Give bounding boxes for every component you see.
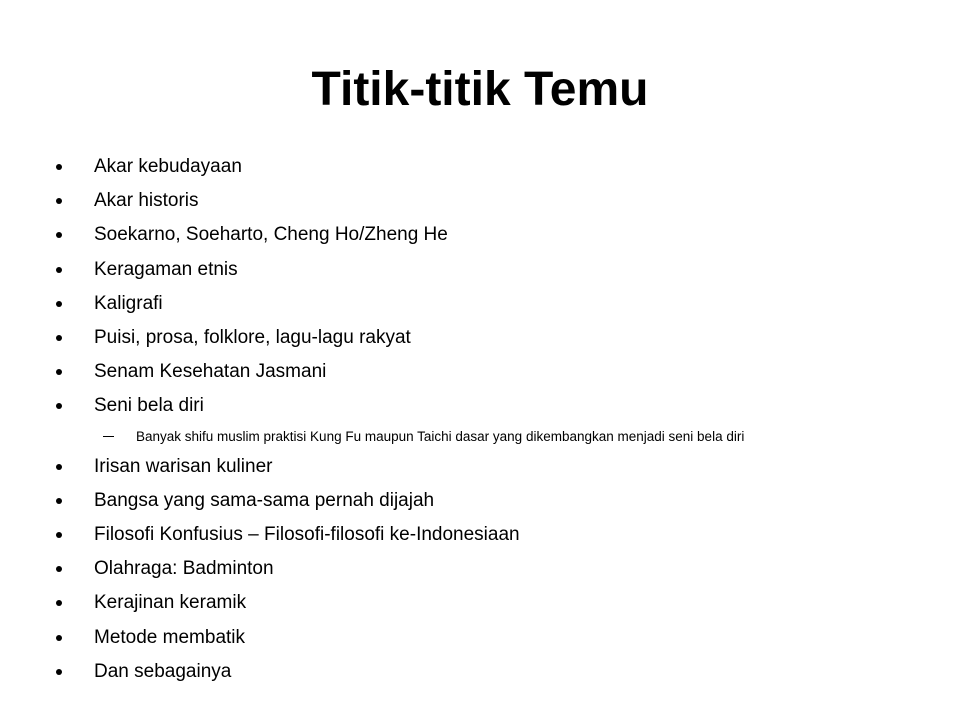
bullet-item (56, 150, 936, 184)
bullet-dot-icon (56, 600, 62, 606)
bullet-text: Bangsa yang sama-sama pernah dijajah (94, 489, 435, 511)
bullet-dot-icon (56, 566, 62, 572)
bullet-item (56, 355, 936, 389)
bullet-item (56, 586, 936, 620)
slide-title: Titik-titik Temu (311, 63, 649, 116)
bullet-text: Kaligrafi (94, 292, 163, 314)
bullet-text: Akar historis (94, 190, 199, 212)
bullet-dot-icon (56, 335, 62, 341)
bullet-item (56, 484, 936, 518)
bullet-dot-icon (56, 198, 62, 204)
bullet-dot-icon (56, 669, 62, 675)
bullet-text: Keragaman etnis (94, 258, 238, 280)
bullet-item (56, 287, 936, 321)
sub-bullet-item (56, 424, 936, 450)
bullet-text: Senam Kesehatan Jasmani (94, 361, 327, 383)
bullet-list (56, 150, 936, 689)
bullet-dot-icon (56, 532, 62, 538)
bullet-item (56, 620, 936, 654)
bullet-item (56, 655, 936, 689)
bullet-text: Olahraga: Badminton (94, 558, 274, 580)
bullet-item (56, 450, 936, 484)
bullet-text: Dan sebagainya (94, 660, 232, 682)
bullet-text: Seni bela diri (94, 395, 204, 417)
bullet-item (56, 552, 936, 586)
bullet-item (56, 218, 936, 252)
bullet-item (56, 389, 936, 423)
bullet-text: Kerajinan keramik (94, 592, 247, 614)
bullet-text: Akar kebudayaan (94, 156, 242, 178)
bullet-text: Irisan warisan kuliner (94, 455, 273, 477)
bullet-text: Puisi, prosa, folklore, lagu-lagu rakyat (94, 327, 411, 349)
bullet-dot-icon (56, 164, 62, 170)
bullet-item (56, 253, 936, 287)
dash-icon (103, 436, 114, 438)
bullet-dot-icon (56, 301, 62, 307)
bullet-text: Filosofi Konfusius – Filosofi-filosofi ke-Indonesiaan (94, 523, 520, 545)
bullet-item (56, 184, 936, 218)
bullet-text: Metode membatik (94, 626, 246, 648)
bullet-dot-icon (56, 267, 62, 273)
bullet-item (56, 518, 936, 552)
bullet-dot-icon (56, 369, 62, 375)
bullet-dot-icon (56, 635, 62, 641)
bullet-item (56, 321, 936, 355)
bullet-dot-icon (56, 464, 62, 470)
bullet-text: Soekarno, Soeharto, Cheng Ho/Zheng He (94, 224, 448, 246)
sub-bullet-text: Banyak shifu muslim praktisi Kung Fu maupun Taichi dasar yang dikembangkan menjadi seni bela diri (136, 428, 745, 444)
bullet-dot-icon (56, 498, 62, 504)
bullet-dot-icon (56, 403, 62, 409)
bullet-dot-icon (56, 232, 62, 238)
